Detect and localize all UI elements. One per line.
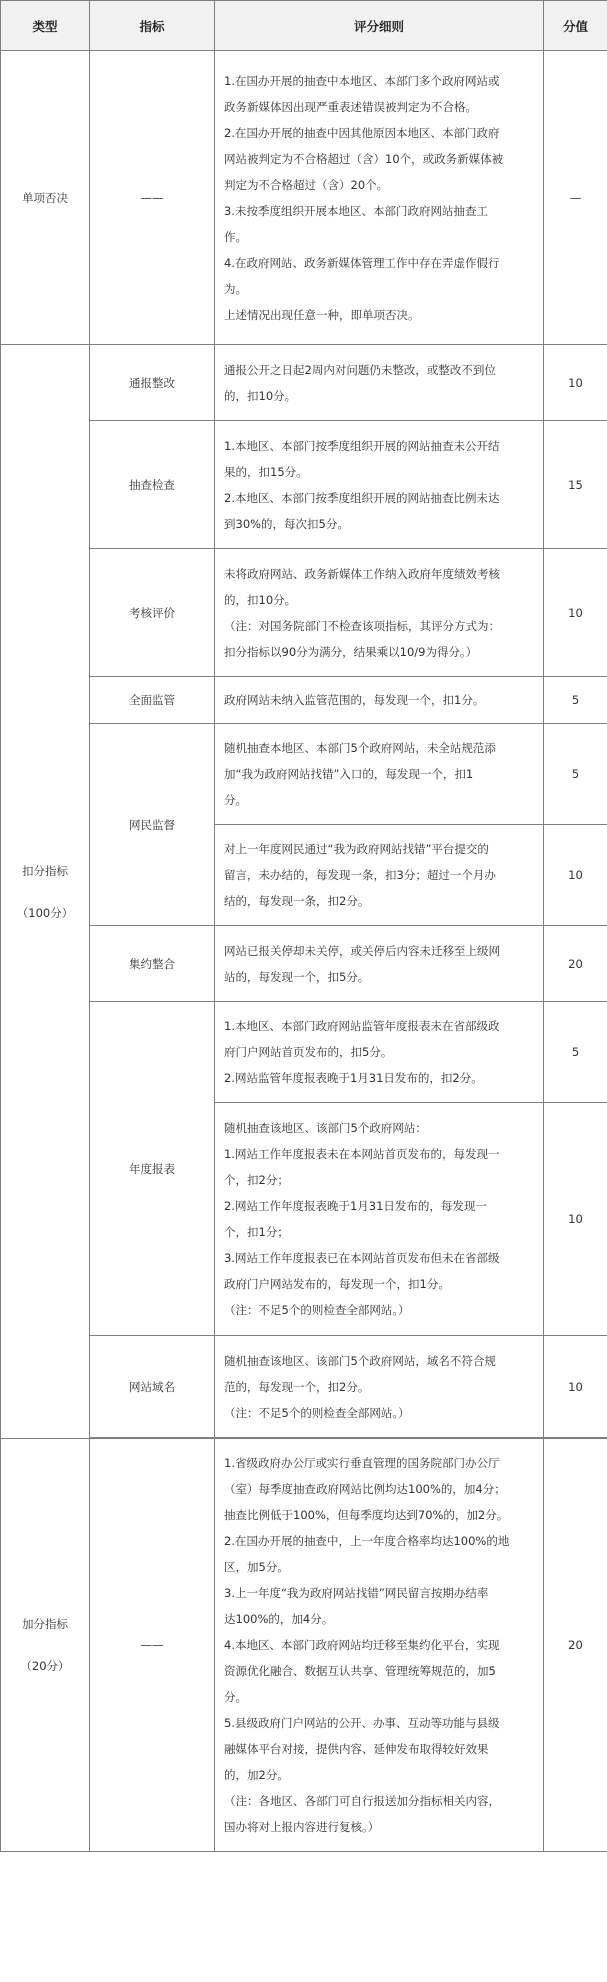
criteria-line: 资源优化融合、数据互认共享、管理统筹规范的，加5 bbox=[224, 1664, 496, 1678]
criteria-line: 3.上一年度“我为政府网站找错”网民留言按期办结率 bbox=[224, 1586, 489, 1600]
criteria-line: 留言，未办结的，每发现一条，扣3分；超过一个月办 bbox=[224, 868, 496, 882]
indicator-bonus: —— bbox=[90, 1439, 215, 1852]
score-cell: 10 bbox=[544, 345, 607, 421]
criteria-cell bbox=[215, 1002, 544, 1103]
criteria-line: 站的，每发现一个，扣5分。 bbox=[224, 969, 370, 984]
criteria-line: 达100%的，加4分。 bbox=[224, 1612, 334, 1626]
indicator-name: 网站域名 bbox=[90, 1336, 215, 1438]
criteria-line: 随机抽查该地区、该部门5个政府网站，域名不符合规 bbox=[224, 1353, 496, 1368]
criteria-line: （注：各地区、各部门可自行报送加分指标相关内容， bbox=[224, 1794, 500, 1808]
criteria-line: 个，扣1分； bbox=[224, 1225, 289, 1239]
criteria-line: 个，扣2分； bbox=[224, 1173, 289, 1187]
criteria-line: 区，加5分。 bbox=[224, 1560, 289, 1574]
table-row bbox=[1, 421, 607, 549]
header-indicator: 指标 bbox=[90, 1, 215, 51]
criteria-line: 作。 bbox=[224, 229, 247, 244]
type-deduction bbox=[1, 345, 90, 1439]
criteria-line: 网站被判定为不合格超过（含）10个，或政务新媒体被 bbox=[224, 151, 504, 166]
score-cell: 10 bbox=[544, 549, 607, 677]
criteria-line: （注：不足5个的则检查全部网站。） bbox=[224, 1303, 410, 1317]
table-row-bonus bbox=[1, 1439, 607, 1852]
criteria-line: 上述情况出现任意一种，即单项否决。 bbox=[224, 307, 420, 322]
criteria-bonus bbox=[215, 1439, 544, 1852]
criteria-line: 1.网站工作年度报表未在本网站首页发布的，每发现一 bbox=[224, 1147, 500, 1161]
type-bonus bbox=[1, 1439, 90, 1852]
criteria-line: 抽查比例低于100%，但每季度均达到70%的，加2分。 bbox=[224, 1508, 509, 1522]
table-row bbox=[1, 1002, 607, 1103]
score-cell: 15 bbox=[544, 421, 607, 549]
criteria-line: 结的，每发现一条，扣2分。 bbox=[224, 894, 370, 908]
criteria-line: 的，扣10分。 bbox=[224, 592, 297, 607]
score-bonus: 20 bbox=[544, 1439, 607, 1852]
criteria-line: 3.网站工作年度报表已在本网站首页发布但未在省部级 bbox=[224, 1251, 500, 1265]
score-cell: 5 bbox=[544, 724, 607, 825]
header-type: 类型 bbox=[1, 1, 90, 51]
criteria-line: 融媒体平台对接，提供内容、延伸发布取得较好效果 bbox=[224, 1742, 489, 1756]
criteria-line: 判定为不合格超过（含）20个。 bbox=[224, 177, 389, 192]
indicator-name: 网民监督 bbox=[90, 724, 215, 926]
score-single-veto: — bbox=[544, 51, 607, 345]
type-bonus-total: （20分） bbox=[20, 1659, 70, 1673]
criteria-line: 1.本地区、本部门政府网站监管年度报表未在省部级政 bbox=[224, 1019, 500, 1033]
criteria-line: 1.本地区、本部门按季度组织开展的网站抽查未公开结 bbox=[224, 438, 500, 453]
criteria-line: 2.本地区、本部门按季度组织开展的网站抽查比例未达 bbox=[224, 490, 500, 505]
indicator-name: 年度报表 bbox=[90, 1002, 215, 1336]
criteria-line: 加“我为政府网站找错”入口的，每发现一个，扣1 bbox=[224, 767, 474, 781]
table-row bbox=[1, 345, 607, 421]
criteria-line: 2.在国办开展的抽查中，上一年度合格率均达100%的地 bbox=[224, 1534, 510, 1548]
criteria-line: 1.省级政府办公厅或实行垂直管理的国务院部门办公厅 bbox=[224, 1456, 500, 1470]
indicator-single-veto: —— bbox=[90, 51, 215, 345]
table-row bbox=[1, 549, 607, 677]
criteria-cell bbox=[215, 926, 544, 1002]
table-row-single-veto bbox=[1, 51, 607, 345]
indicator-name: 全面监管 bbox=[90, 677, 215, 724]
criteria-line: （室）每季度抽查政府网站比例均达100%的，加4分； bbox=[224, 1482, 506, 1496]
header-row bbox=[1, 1, 607, 51]
criteria-line: 2.网站工作年度报表晚于1月31日发布的，每发现一 bbox=[224, 1199, 487, 1213]
criteria-line: 范的，每发现一个，扣2分。 bbox=[224, 1379, 370, 1394]
criteria-line: 2.在国办开展的抽查中因其他原因本地区、本部门政府 bbox=[224, 125, 500, 140]
indicator-name: 抽查检查 bbox=[90, 421, 215, 549]
criteria-single-veto bbox=[215, 51, 544, 345]
criteria-cell bbox=[215, 1103, 544, 1336]
criteria-line: 对上一年度网民通过“我为政府网站找错”平台提交的 bbox=[224, 842, 489, 856]
criteria-line: 通报公开之日起2周内对问题仍未整改，或整改不到位 bbox=[224, 362, 496, 377]
table-row bbox=[1, 926, 607, 1002]
score-cell: 10 bbox=[544, 1336, 607, 1438]
criteria-line: 为。 bbox=[224, 281, 247, 296]
table-row bbox=[1, 677, 607, 724]
criteria-line: 的，加2分。 bbox=[224, 1768, 289, 1782]
criteria-line: 随机抽查该地区、该部门5个政府网站： bbox=[224, 1121, 427, 1135]
criteria-line: 政务新媒体因出现严重表述错误被判定为不合格。 bbox=[224, 99, 477, 114]
criteria-line: 扣分指标以90分为满分，结果乘以10/9为得分。） bbox=[224, 644, 478, 659]
criteria-line: 政府门户网站发布的，每发现一个，扣1分。 bbox=[224, 1277, 450, 1291]
criteria-cell bbox=[215, 724, 544, 825]
criteria-line: 未将政府网站、政务新媒体工作纳入政府年度绩效考核 bbox=[224, 566, 500, 581]
criteria-line: 2.网站监管年度报表晚于1月31日发布的，扣2分。 bbox=[224, 1071, 483, 1085]
score-cell: 10 bbox=[544, 825, 607, 926]
criteria-line: 4.在政府网站、政务新媒体管理工作中存在弄虚作假行 bbox=[224, 255, 500, 270]
criteria-line: 5.县级政府门户网站的公开、办事、互动等功能与县级 bbox=[224, 1716, 500, 1730]
type-deduction-label: 扣分指标 bbox=[22, 863, 68, 878]
type-single-veto: 单项否决 bbox=[1, 51, 90, 345]
criteria-line: 府门户网站首页发布的，扣5分。 bbox=[224, 1045, 393, 1059]
indicator-name: 通报整改 bbox=[90, 345, 215, 421]
criteria-cell bbox=[215, 345, 544, 421]
criteria-line: 到30%的，每次扣5分。 bbox=[224, 516, 349, 531]
table-row bbox=[1, 1336, 607, 1438]
criteria-line: 分。 bbox=[224, 793, 247, 807]
criteria-line: 随机抽查本地区、本部门5个政府网站，未全站规范添 bbox=[224, 741, 496, 755]
criteria-line: 国办将对上报内容进行复核。） bbox=[224, 1820, 380, 1834]
criteria-cell bbox=[215, 421, 544, 549]
criteria-line: 分。 bbox=[224, 1690, 247, 1704]
table-row bbox=[1, 724, 607, 825]
type-bonus-label: 加分指标 bbox=[22, 1617, 68, 1631]
indicator-name: 集约整合 bbox=[90, 926, 215, 1002]
criteria-line: 1.在国办开展的抽查中本地区、本部门多个政府网站或 bbox=[224, 73, 500, 88]
criteria-cell bbox=[215, 1336, 544, 1438]
criteria-line: 的，扣10分。 bbox=[224, 388, 297, 403]
criteria-line: （注：对国务院部门不检查该项指标，其评分方式为： bbox=[224, 618, 500, 633]
criteria-line: 4.本地区、本部门政府网站均迁移至集约化平台，实现 bbox=[224, 1638, 500, 1652]
criteria-line: 政府网站未纳入监管范围的，每发现一个，扣1分。 bbox=[224, 693, 485, 707]
criteria-line: 果的，扣15分。 bbox=[224, 464, 308, 479]
criteria-cell bbox=[215, 825, 544, 926]
score-cell: 20 bbox=[544, 926, 607, 1002]
header-criteria: 评分细则 bbox=[215, 1, 544, 51]
score-cell: 10 bbox=[544, 1103, 607, 1336]
criteria-line: 3.未按季度组织开展本地区、本部门政府网站抽查工 bbox=[224, 203, 488, 218]
score-cell: 5 bbox=[544, 677, 607, 724]
indicator-name: 考核评价 bbox=[90, 549, 215, 677]
score-cell: 5 bbox=[544, 1002, 607, 1103]
header-score: 分值 bbox=[544, 1, 607, 51]
criteria-cell bbox=[215, 677, 544, 724]
type-deduction-total: （100分） bbox=[16, 905, 74, 920]
criteria-cell bbox=[215, 549, 544, 677]
criteria-line: （注：不足5个的则检查全部网站。） bbox=[224, 1405, 410, 1420]
criteria-line: 网站已报关停却未关停，或关停后内容未迁移至上级网 bbox=[224, 943, 500, 958]
